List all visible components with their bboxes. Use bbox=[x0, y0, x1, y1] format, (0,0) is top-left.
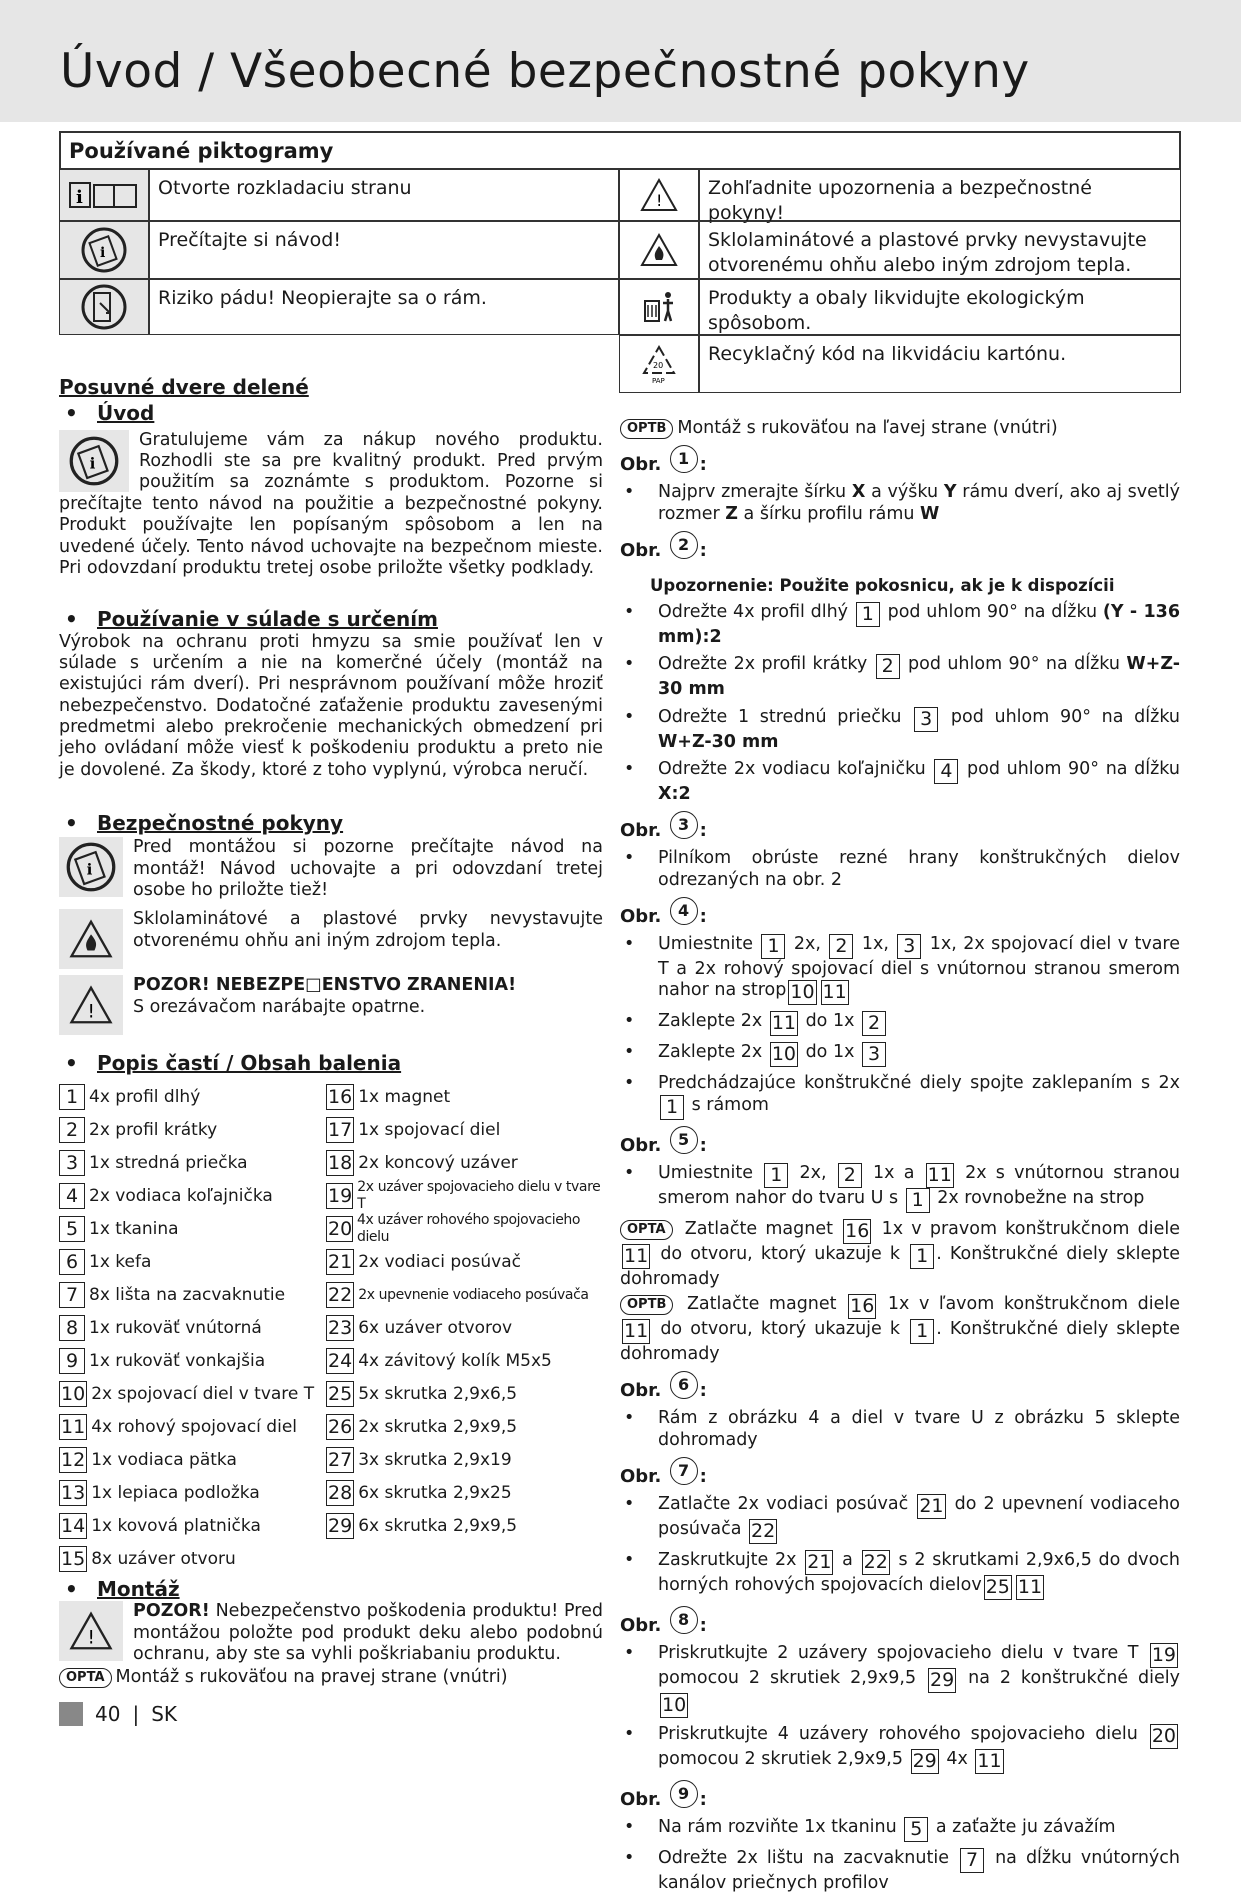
steps-list bbox=[620, 848, 1180, 891]
pictogram-text: Recyklačný kód na likvidáciu kartónu. bbox=[699, 335, 1181, 393]
svg-text:!: ! bbox=[87, 1627, 95, 1649]
steps-list bbox=[620, 1643, 1180, 1774]
step: • Odrežte 1 strednú priečku 3 pod uhlom 90° na dĺžku W+Z-30 mm bbox=[620, 707, 1180, 753]
montaz-warning bbox=[59, 1601, 603, 1665]
part-item bbox=[326, 1084, 603, 1111]
part-number: 2 bbox=[59, 1117, 85, 1143]
part-item bbox=[59, 1348, 326, 1375]
figure-label: Obr. 5 : bbox=[620, 1126, 1180, 1157]
part-label: 2x profil krátky bbox=[89, 1119, 218, 1140]
figure-label: Obr. 6 : bbox=[620, 1371, 1180, 1402]
note: Upozornenie: Použite pokosnicu, ak je k dispozícii bbox=[650, 575, 1115, 595]
part-item bbox=[59, 1381, 326, 1408]
part-label: 5x skrutka 2,9x6,5 bbox=[358, 1383, 518, 1404]
svg-text:i: i bbox=[89, 454, 96, 473]
steps-list bbox=[620, 1494, 1180, 1600]
part-number: 24 bbox=[328, 1350, 353, 1373]
left-column bbox=[59, 375, 603, 1689]
parts-list bbox=[59, 1084, 603, 1573]
steps-list bbox=[620, 934, 1180, 1120]
part-label: 1x rukoväť vnútorná bbox=[89, 1317, 262, 1338]
pictogram-text: Riziko pádu! Neopierajte sa o rám. bbox=[149, 279, 619, 335]
step: • Zatlačte 2x vodiaci posúvač 21 do 2 upevnení vodiaceho posúvača 22 bbox=[620, 1494, 1180, 1544]
part-number: 28 bbox=[328, 1482, 353, 1505]
part-item bbox=[59, 1183, 326, 1210]
pictogram-table bbox=[59, 131, 1181, 393]
figure-label: Obr. 3 : bbox=[620, 811, 1180, 842]
part-label: 1x kefa bbox=[89, 1251, 152, 1272]
step: • Umiestnite 1 2x, 2 1x a 11 2x s vnútornou stranou smerom nahor do tvaru U s 1 2x rovnobežne na strop bbox=[620, 1163, 1180, 1213]
section-title: Posuvné dvere delené bbox=[59, 375, 309, 399]
part-label: 8x lišta na zacvaknutie bbox=[89, 1284, 286, 1305]
opta-step: OPTA Zatlačte magnet 16 1x v pravom konštrukčnom diele 11 do otvoru, ktorý ukazuje k 1 . Konštrukčné diely sklepte dohromady bbox=[620, 1218, 1181, 1289]
part-number: 22 bbox=[328, 1284, 353, 1307]
svg-text:i: i bbox=[76, 187, 83, 208]
part-label: 1x rukoväť vonkajšia bbox=[89, 1350, 266, 1371]
parts-heading: • Popis častí / Obsah balenia bbox=[59, 1051, 603, 1075]
uvod-heading: • Úvod bbox=[59, 401, 603, 425]
step: • Rám z obrázku 4 a diel v tvare U z obrázku 5 sklepte dohromady bbox=[620, 1408, 1180, 1451]
step: • Zaklepte 2x 11 do 1x 2 bbox=[620, 1011, 1180, 1036]
safety-item bbox=[59, 837, 603, 901]
part-number: 23 bbox=[328, 1317, 353, 1340]
part-label: 2x koncový uzáver bbox=[358, 1152, 518, 1173]
part-label: 4x uzáver rohového spojovacieho dielu bbox=[356, 1212, 581, 1246]
steps-list bbox=[620, 1408, 1180, 1451]
part-label: 2x vodiaca koľajnička bbox=[89, 1185, 273, 1206]
part-number: 1 bbox=[59, 1084, 85, 1110]
opta-badge: OPTA bbox=[59, 1668, 112, 1688]
part-label: 6x skrutka 2,9x25 bbox=[358, 1482, 512, 1503]
part-number: 25 bbox=[328, 1383, 353, 1406]
part-item bbox=[59, 1480, 326, 1507]
step: • Odrežte 2x profil krátky 2 pod uhlom 90° na dĺžku W+Z-30 mm bbox=[620, 654, 1180, 700]
part-label: 4x rohový spojovací diel bbox=[91, 1416, 298, 1437]
montaz-text: Nebezpečenstvo poškodenia produktu! Pred montážou položte pod produkt deku alebo podobnú ochranu, aby ste sa vyhli poškriabaniu produktu. bbox=[133, 1601, 603, 1664]
footer-marker bbox=[59, 1702, 83, 1726]
footer-separator: | bbox=[132, 1702, 140, 1726]
part-item bbox=[326, 1480, 603, 1507]
part-label: 2x skrutka 2,9x9,5 bbox=[358, 1416, 518, 1437]
part-item bbox=[326, 1117, 603, 1144]
warning-triangle-icon bbox=[59, 975, 123, 1035]
fall-risk-icon bbox=[59, 279, 149, 335]
figure-label: Obr. 9 : bbox=[620, 1780, 1180, 1811]
part-label: 1x vodiaca pätka bbox=[91, 1449, 237, 1470]
svg-text:20: 20 bbox=[653, 361, 664, 370]
right-column bbox=[620, 418, 1180, 1894]
safety-heading: • Bezpečnostné pokyny bbox=[59, 811, 603, 835]
step: • Odrežte 2x vodiacu koľajničku 4 pod uhlom 90° na dĺžku X:2 bbox=[620, 759, 1180, 805]
part-label: 1x spojovací diel bbox=[358, 1119, 501, 1140]
part-label: 4x profil dlhý bbox=[89, 1086, 201, 1107]
part-number: 27 bbox=[328, 1449, 353, 1472]
part-number: 13 bbox=[61, 1482, 86, 1505]
steps-list bbox=[620, 1163, 1180, 1213]
part-item bbox=[326, 1212, 603, 1246]
part-item bbox=[326, 1150, 603, 1177]
opta-line bbox=[59, 1667, 603, 1688]
step: • Na rám rozviňte 1x tkaninu 5 a zaťažte ju závažím bbox=[620, 1817, 1180, 1842]
svg-text:i: i bbox=[100, 245, 106, 261]
part-number: 29 bbox=[328, 1515, 353, 1538]
part-label: 2x upevnenie vodiaceho posúvača bbox=[358, 1286, 589, 1303]
part-item bbox=[326, 1179, 603, 1213]
page-title: Úvod / Všeobecné bezpečnostné pokyny bbox=[60, 44, 1030, 99]
danger-label: POZOR! NEBEZPE□ENSTVO ZRANENIA! bbox=[133, 975, 517, 996]
page-number: 40 bbox=[95, 1702, 121, 1726]
figure-label: Obr. 7 : bbox=[620, 1457, 1180, 1488]
part-item bbox=[326, 1315, 603, 1342]
part-label: 1x lepiaca podložka bbox=[91, 1482, 260, 1503]
use-text: Výrobok na ochranu proti hmyzu sa smie používať len v súlade s určením a nie na komerčné účely (montáž na existujúci rám dverí). Pri nesprávnom používaní môže hroziť nebezpečenstvo. Dodatočné zaťaženie produktu zavesenými predmetmi alebo prekročenie mechanických obmedzení pri jeho ovládaní môže viesť k poškodeniu produktu a preto nie je dovolené. Za škody, ktoré z toho vyplynú, výrobca neručí. bbox=[59, 631, 603, 780]
figure-label: Obr. 2 : bbox=[620, 531, 1180, 562]
part-number: 18 bbox=[328, 1152, 353, 1175]
step: • Umiestnite 1 2x, 2 1x, 3 1x, 2x spojovací diel v tvare T a 2x rohový spojovací diel s vnútornou stranou smerom nahor na strop 10 11 bbox=[620, 934, 1180, 1005]
steps-list bbox=[620, 1817, 1180, 1894]
optb-text: Montáž s rukoväťou na ľavej strane (vnútri) bbox=[677, 418, 1058, 438]
part-item bbox=[326, 1513, 603, 1540]
language-code: SK bbox=[151, 1702, 178, 1726]
part-number: 17 bbox=[328, 1119, 353, 1142]
part-item bbox=[59, 1084, 326, 1111]
part-number: 16 bbox=[328, 1086, 353, 1109]
montaz-heading: • Montáž bbox=[59, 1577, 603, 1601]
step: • Zaklepte 2x 10 do 1x 3 bbox=[620, 1042, 1180, 1067]
svg-text:!: ! bbox=[656, 191, 663, 210]
part-label: 1x tkanina bbox=[89, 1218, 179, 1239]
use-heading: • Používanie v súlade s určením bbox=[59, 607, 603, 631]
part-label: 1x magnet bbox=[358, 1086, 451, 1107]
part-item bbox=[326, 1249, 603, 1276]
step: • Priskrutkujte 2 uzávery spojovacieho dielu v tvare T 19 pomocou 2 skrutiek 2,9x9,5 29 na 2 konštrukčné diely 10 bbox=[620, 1643, 1180, 1718]
part-number: 5 bbox=[59, 1216, 85, 1242]
pictogram-text: Zohľadnite upozornenia a bezpečnostné pokyny! bbox=[699, 169, 1181, 221]
part-number: 6 bbox=[59, 1249, 85, 1275]
pictogram-text: Otvorte rozkladaciu stranu bbox=[149, 169, 619, 221]
optb-step: OPTB Zatlačte magnet 16 1x v ľavom konštrukčnom diele 11 do otvoru, ktorý ukazuje k 1 . Konštrukčné diely sklepte dohromady bbox=[620, 1294, 1181, 1365]
part-label: 2x uzáver spojovacieho dielu v tvare T bbox=[357, 1179, 601, 1213]
part-label: 1x stredná priečka bbox=[89, 1152, 248, 1173]
disposal-bin-icon bbox=[619, 279, 699, 335]
part-item bbox=[326, 1348, 603, 1375]
part-item bbox=[59, 1216, 326, 1243]
recycle-icon bbox=[619, 335, 699, 393]
svg-text:!: ! bbox=[87, 1002, 95, 1024]
part-item bbox=[59, 1513, 326, 1540]
pictogram-text: Sklolaminátové a plastové prvky nevystavujte otvorenému ohňu alebo iným zdrojom tepla. bbox=[699, 221, 1181, 279]
steps-list bbox=[620, 602, 1180, 805]
figure-label: Obr. 4 : bbox=[620, 897, 1180, 928]
safety-item bbox=[59, 909, 603, 969]
svg-text:i: i bbox=[86, 860, 93, 879]
uvod-paragraph bbox=[59, 430, 603, 579]
safety-text: S orezávačom narábajte opatrne. bbox=[133, 996, 426, 1017]
safety-item bbox=[59, 975, 603, 1035]
part-item bbox=[326, 1282, 603, 1309]
part-number: 4 bbox=[59, 1183, 85, 1209]
part-number: 11 bbox=[61, 1416, 86, 1439]
part-number: 26 bbox=[328, 1416, 353, 1439]
part-number: 14 bbox=[61, 1515, 86, 1538]
steps-list bbox=[620, 482, 1180, 525]
part-label: 4x závitový kolík M5x5 bbox=[358, 1350, 552, 1371]
figure-label: Obr. 1 : bbox=[620, 445, 1180, 476]
part-number: 8 bbox=[59, 1315, 85, 1341]
optb-badge: OPTB bbox=[620, 419, 673, 439]
read-manual-icon bbox=[59, 430, 129, 492]
step: • Priskrutkujte 4 uzávery rohového spojovacieho dielu 20 pomocou 2 skrutiek 2,9x9,5 29 4x 11 bbox=[620, 1724, 1180, 1774]
svg-text:PAP: PAP bbox=[652, 377, 665, 385]
step: • Pilníkom obrúste rezné hrany konštrukčných dielov odrezaných na obr. 2 bbox=[620, 848, 1180, 891]
opta-text: Montáž s rukoväťou na pravej strane (vnútri) bbox=[115, 1667, 508, 1688]
page-header bbox=[0, 0, 1241, 122]
part-label: 3x skrutka 2,9x19 bbox=[358, 1449, 512, 1470]
step: • Odrežte 2x lištu na zacvaknutie 7 na dĺžku vnútorných kanálov priečnych profilov bbox=[620, 1848, 1180, 1894]
warning-triangle-icon bbox=[59, 1601, 123, 1661]
part-number: 7 bbox=[59, 1282, 85, 1308]
part-item bbox=[59, 1282, 326, 1309]
step: • Zaskrutkujte 2x 21 a 22 s 2 skrutkami 2,9x6,5 do dvoch horných rohových spojovacích dielov 25 11 bbox=[620, 1550, 1180, 1600]
step: • Predchádzajúce konštrukčné diely spojte zaklepaním s 2x 1 s rámom bbox=[620, 1073, 1180, 1119]
info-book-icon bbox=[59, 169, 149, 221]
montaz-bold: POZOR! bbox=[133, 1601, 210, 1622]
uvod-text: Gratulujeme vám za nákup nového produktu. Rozhodli ste sa pre kvalitný produkt. Pred prvým použitím sa zoznámte s produktom. Pozorne si prečítajte tento návod na použitie a bezpečnostné pokyny. Produkt používajte len popísaným spôsobom a len na uvedené účely. Tento návod uchovajte na bezpečnom mieste. Pri odovzdaní produktu tretej osobe priložte všetky podklady. bbox=[59, 429, 603, 578]
part-item bbox=[326, 1414, 603, 1441]
part-item bbox=[326, 1381, 603, 1408]
part-item bbox=[59, 1546, 326, 1573]
part-label: 6x skrutka 2,9x9,5 bbox=[358, 1515, 518, 1536]
warning-triangle-icon bbox=[619, 169, 699, 221]
part-label: 6x uzáver otvorov bbox=[358, 1317, 513, 1338]
part-item bbox=[59, 1315, 326, 1342]
fire-warning-icon bbox=[619, 221, 699, 279]
step: • Odrežte 4x profil dlhý 1 pod uhlom 90° na dĺžku (Y - 136 mm):2 bbox=[620, 602, 1180, 648]
optb-line bbox=[620, 418, 1180, 439]
part-item bbox=[59, 1249, 326, 1276]
part-number: 12 bbox=[61, 1449, 86, 1472]
step: • Najprv zmerajte šírku X a výšku Y rámu dverí, ako aj svetlý rozmer Z a šírku profilu rámu W bbox=[620, 482, 1180, 525]
part-label: 2x spojovací diel v tvare T bbox=[91, 1383, 315, 1404]
part-label: 1x kovová platnička bbox=[91, 1515, 261, 1536]
part-number: 9 bbox=[59, 1348, 85, 1374]
part-label: 2x vodiaci posúvač bbox=[358, 1251, 521, 1272]
part-item bbox=[326, 1447, 603, 1474]
part-number: 10 bbox=[61, 1383, 86, 1406]
part-number: 21 bbox=[328, 1251, 353, 1274]
part-number: 19 bbox=[328, 1185, 353, 1208]
read-manual-icon bbox=[59, 221, 149, 279]
part-number: 15 bbox=[61, 1548, 86, 1571]
safety-text: Pred montážou si pozorne prečítajte návod na montáž! Návod uchovajte a pri odovzdaní tretej osobe ho priložte tiež! bbox=[133, 837, 603, 901]
part-label: 8x uzáver otvoru bbox=[91, 1548, 236, 1569]
part-item bbox=[59, 1150, 326, 1177]
part-item bbox=[59, 1414, 326, 1441]
page-footer bbox=[59, 1702, 177, 1726]
part-number: 20 bbox=[328, 1218, 353, 1241]
safety-text: Sklolaminátové a plastové prvky nevystavujte otvorenému ohňu ani iným zdrojom tepla. bbox=[133, 909, 603, 951]
figure-label: Obr. 8 : bbox=[620, 1606, 1180, 1637]
pictogram-text: Prečítajte si návod! bbox=[149, 221, 619, 279]
part-item bbox=[59, 1447, 326, 1474]
read-manual-icon bbox=[59, 837, 123, 897]
pictogram-title: Používané piktogramy bbox=[59, 131, 1181, 169]
pictogram-text: Produkty a obaly likvidujte ekologickým spôsobom. bbox=[699, 279, 1181, 335]
part-number: 3 bbox=[59, 1150, 85, 1176]
fire-warning-icon bbox=[59, 909, 123, 969]
part-item bbox=[59, 1117, 326, 1144]
